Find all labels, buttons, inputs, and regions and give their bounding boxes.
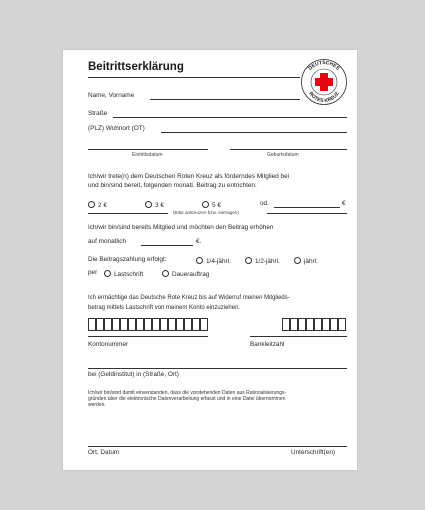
digit-box[interactable] — [104, 318, 112, 331]
street-label: Straße — [88, 110, 108, 117]
radio-icon[interactable] — [88, 201, 95, 208]
hint-rule-right — [267, 213, 347, 214]
digit-box[interactable] — [160, 318, 168, 331]
digit-box[interactable] — [96, 318, 104, 331]
birth-date-label: Geburtsdatum — [267, 152, 299, 158]
signature-label: Unterschrift(en) — [291, 449, 336, 456]
radio-icon[interactable] — [202, 201, 209, 208]
place-date-label: Ort, Datum — [88, 449, 120, 456]
street-field[interactable] — [113, 117, 347, 118]
radio-icon[interactable] — [104, 270, 111, 277]
authorization-text-2: betrag mittels Lastschrift von meinem Konto einzuziehen. — [88, 305, 241, 311]
authorization-text-1: Ich ermächtige das Deutsche Rote Kreuz bis auf Widerruf meinen Mitglieds- — [88, 295, 290, 301]
increase-euro-sign: €. — [196, 238, 202, 245]
digit-box[interactable] — [144, 318, 152, 331]
digit-box[interactable] — [330, 318, 338, 331]
digit-box[interactable] — [282, 318, 290, 331]
digit-box[interactable] — [322, 318, 330, 331]
title-underline — [88, 77, 300, 78]
amount-2-label: 2 € — [98, 202, 107, 209]
digit-box[interactable] — [306, 318, 314, 331]
consent-line-1: Ich/wir bin/sind damit einverstanden, dass die vorstehenden Daten aus Rationalisierungs- — [88, 390, 287, 396]
entry-date-field[interactable] — [88, 149, 208, 150]
consent-line-2: gründen über die elektronische Datenverarbeitung erfasst und in eine Datei übernommen — [88, 396, 286, 402]
already-member-text: Ich/wir bin/sind bereits Mitglied und möchten den Beitrag erhöhen — [88, 224, 274, 231]
payment-quarterly[interactable] — [196, 257, 231, 265]
city-label: (PLZ) Wohnort (OT) — [88, 125, 145, 132]
radio-icon[interactable] — [145, 201, 152, 208]
svg-text:DEUTSCHES: DEUTSCHES — [307, 59, 341, 72]
membership-text-2: und bin/sind bereit, folgenden monatl. Beitrag zu entrichten: — [88, 182, 257, 189]
amount-other-field[interactable] — [274, 207, 340, 208]
per-label: per — [88, 269, 98, 276]
radio-icon[interactable] — [162, 270, 169, 277]
payment-label: Die Beitragszahlung erfolgt: — [88, 256, 167, 263]
yearly-label: jährl. — [304, 258, 318, 265]
signature-field[interactable] — [88, 446, 347, 447]
form-sheet — [63, 50, 357, 470]
digit-box[interactable] — [136, 318, 144, 331]
quarterly-label: 1/4-jährl. — [206, 258, 231, 265]
digit-box[interactable] — [128, 318, 136, 331]
amount-hint: (Bitte ankreuzen bzw. eintragen) — [173, 210, 239, 215]
svg-text:ROTES KREUZ: ROTES KREUZ — [307, 90, 341, 105]
payment-standing-order[interactable] — [162, 270, 209, 278]
bank-code-rule — [250, 336, 347, 337]
account-number-label: Kontonummer — [88, 341, 129, 348]
form-title: Beitrittserklärung — [88, 61, 184, 73]
digit-box[interactable] — [338, 318, 346, 331]
bank-name-label: bei (Geldinstitut) in (Straße, Ort) — [88, 371, 179, 378]
birth-date-field[interactable] — [230, 149, 347, 150]
bank-name-field[interactable] — [88, 368, 347, 369]
entry-date-label: Eintrittsdatum — [132, 152, 163, 158]
digit-box[interactable] — [88, 318, 96, 331]
amount-option-2[interactable] — [88, 201, 107, 209]
monthly-label: auf monatlich — [88, 238, 127, 245]
standing-order-label: Dauerauftrag — [172, 271, 210, 278]
payment-debit[interactable] — [104, 270, 143, 278]
city-field[interactable] — [161, 132, 347, 133]
consent-line-3: werden. — [88, 402, 106, 408]
digit-box[interactable] — [290, 318, 298, 331]
amount-option-3[interactable] — [145, 201, 164, 209]
digit-box[interactable] — [120, 318, 128, 331]
name-label: Name, Vorname — [88, 92, 135, 99]
radio-icon[interactable] — [245, 257, 252, 264]
radio-icon[interactable] — [196, 257, 203, 264]
digit-box[interactable] — [168, 318, 176, 331]
amount-3-label: 3 € — [155, 202, 164, 209]
debit-label: Lastschrift — [114, 271, 144, 278]
name-field[interactable] — [150, 99, 300, 100]
digit-box[interactable] — [184, 318, 192, 331]
digit-box[interactable] — [112, 318, 120, 331]
membership-text-1: Ich/wir trete(n) dem Deutschen Roten Kreuz als förderndes Mitglied bei — [88, 173, 290, 180]
digit-box[interactable] — [298, 318, 306, 331]
radio-icon[interactable] — [294, 257, 301, 264]
digit-box[interactable] — [176, 318, 184, 331]
digit-box[interactable] — [152, 318, 160, 331]
digit-box[interactable] — [192, 318, 200, 331]
digit-box[interactable] — [200, 318, 208, 331]
increase-amount-field[interactable] — [141, 245, 193, 246]
euro-sign: € — [342, 200, 346, 207]
account-number-rule — [88, 336, 208, 337]
amount-5-label: 5 € — [212, 202, 221, 209]
amount-option-5[interactable] — [202, 201, 221, 209]
amount-other-label: od. — [260, 200, 269, 207]
payment-half-yearly[interactable] — [245, 257, 280, 265]
digit-box[interactable] — [314, 318, 322, 331]
payment-yearly[interactable] — [294, 257, 318, 265]
half-yearly-label: 1/2-jährl. — [255, 258, 280, 265]
consent-text — [88, 390, 350, 408]
red-cross-logo — [300, 58, 348, 106]
hint-rule-left — [88, 213, 168, 214]
bank-code-label: Bankleitzahl — [250, 341, 285, 348]
